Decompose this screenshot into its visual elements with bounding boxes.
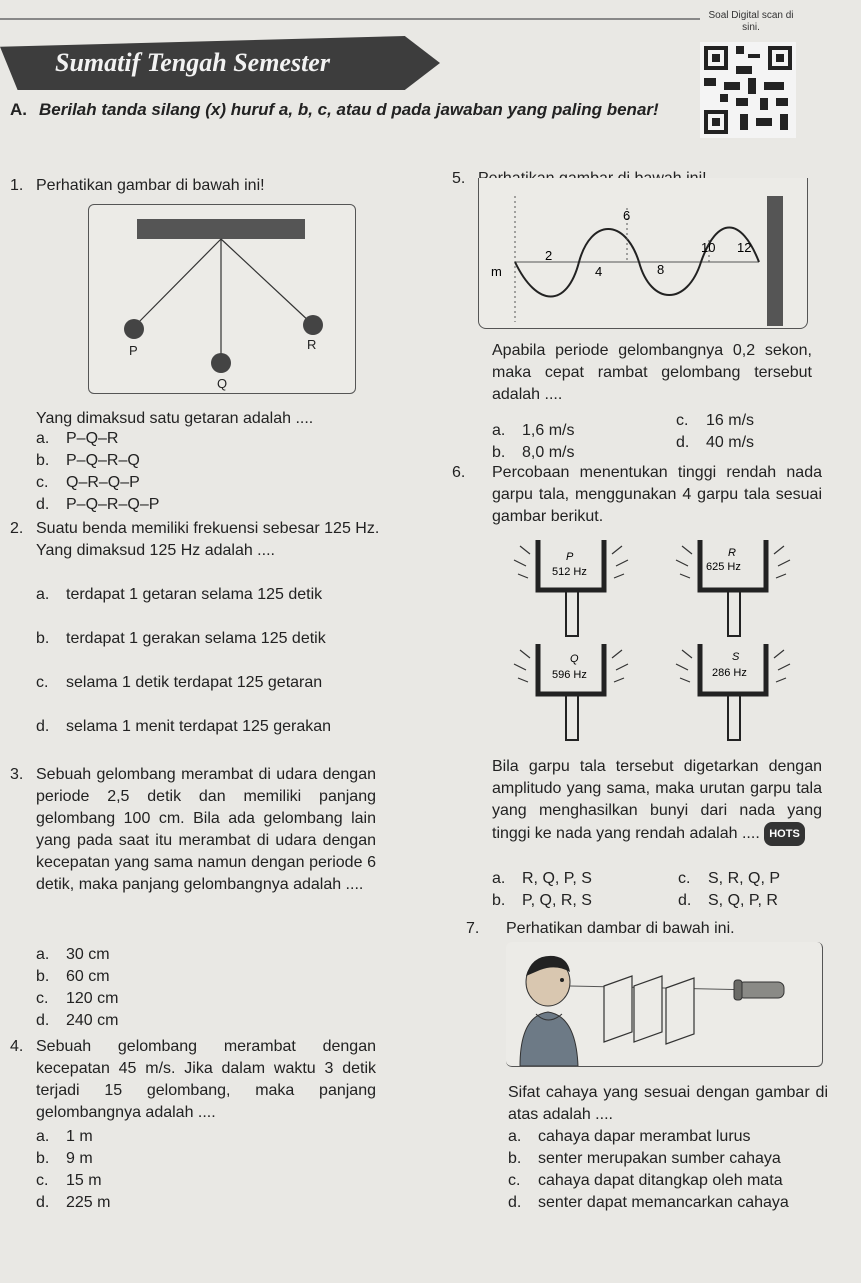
label-r: R [307, 337, 317, 352]
label-4: 4 [595, 264, 603, 279]
tuning-fork-p [514, 540, 628, 636]
label-6: 6 [623, 208, 631, 223]
qr-caption: Soal Digital scan di sini. [708, 10, 794, 33]
q5-wave-figure [478, 178, 808, 329]
hots-badge: HOTS [764, 822, 805, 846]
q2-prompt: Suatu benda memiliki frekuensi sebesar 125 Hz. Yang dimaksud 125 Hz adalah .... [36, 520, 380, 559]
page-title: Sumatif Tengah Semester [55, 48, 330, 77]
section-letter: A. [10, 100, 27, 119]
q6-option-b[interactable]: b. P, Q, R, S [492, 892, 592, 909]
tuning-fork-q [514, 644, 628, 740]
q2-option-b[interactable]: b. terdapat 1 gerakan selama 125 detik [36, 630, 326, 647]
q1-text [10, 175, 430, 197]
label-p: P [129, 343, 138, 358]
q5-stem: Apabila periode gelombangnya 0,2 sekon, maka cepat rambat gelombang tersebut adalah .... [492, 342, 812, 403]
q5-option-b[interactable]: b. 8,0 m/s [492, 444, 575, 461]
label-m: m [491, 264, 502, 279]
label-10: 10 [701, 240, 716, 255]
q2-option-d[interactable]: d. selama 1 menit terdapat 125 gerakan [36, 718, 332, 735]
q4-option-c[interactable]: c. 15 m [36, 1172, 102, 1189]
q5-option-c[interactable]: c. 16 m/s [676, 412, 755, 429]
q1-prompt: Perhatikan gambar di bawah ini! [36, 177, 265, 194]
label-12: 12 [737, 240, 752, 255]
q6-stem-text: Bila garpu tala tersebut digetarkan dengan amplitudo yang sama, maka urutan garpu tala yang menghasilkan bunyi dari nada yang tinggi ke nada yang rendah adalah .... [492, 758, 822, 843]
q5-option-a[interactable]: a. 1,6 m/s [492, 422, 575, 439]
q6-tuning-forks-figure [500, 530, 810, 750]
boy-illustration-icon [520, 956, 578, 1066]
fork-s-freq: 286 Hz [712, 667, 747, 679]
q6-option-a[interactable]: a. R, Q, P, S [492, 870, 592, 887]
card-1 [604, 976, 632, 1042]
qr-code-icon[interactable] [700, 42, 796, 138]
q3-option-a[interactable]: a. 30 cm [36, 946, 110, 963]
q1-number: 1. [10, 177, 24, 194]
fork-r-label: R [728, 547, 736, 559]
q7-option-d[interactable]: d. senter dapat memancarkan cahaya [508, 1194, 789, 1211]
q3-option-d[interactable]: d. 240 cm [36, 1012, 119, 1029]
instruction-text: Berilah tanda silang (x) huruf a, b, c, atau d pada jawaban yang paling benar! [39, 100, 659, 119]
fork-q-label: Q [570, 653, 579, 665]
q4-prompt: Sebuah gelombang merambat dengan kecepatan 45 m/s. Jika dalam waktu 3 detik terjadi 15 gelombang, maka panjang gelombangnya adalah .... [36, 1038, 376, 1121]
pendulum-ball-p [124, 319, 144, 339]
pendulum-ball-r [303, 315, 323, 335]
q7-option-a[interactable]: a. cahaya dapar merambat lurus [508, 1128, 751, 1145]
q1-option-b[interactable]: b. P–Q–R–Q [36, 452, 140, 469]
q5-option-d[interactable]: d. 40 m/s [676, 434, 755, 451]
q4-text [10, 1036, 410, 1124]
q1-option-c[interactable]: c. Q–R–Q–P [36, 474, 140, 491]
q7-stem: Sifat cahaya yang sesuai dengan gambar di atas adalah .... [508, 1084, 828, 1123]
label-8: 8 [657, 262, 665, 277]
q2-number: 2. [10, 520, 24, 537]
q6-option-c[interactable]: c. S, R, Q, P [678, 870, 781, 887]
q7-prompt: Perhatikan dambar di bawah ini. [506, 920, 735, 937]
card-2 [634, 976, 662, 1042]
q2-option-a[interactable]: a. terdapat 1 getaran selama 125 detik [36, 586, 323, 603]
q2-text [10, 518, 410, 562]
q3-option-c[interactable]: c. 120 cm [36, 990, 119, 1007]
fork-p-freq: 512 Hz [552, 566, 587, 578]
fork-q-freq: 596 Hz [552, 669, 587, 681]
q1-option-a[interactable]: a. P–Q–R [36, 430, 119, 447]
tuning-fork-s [676, 644, 790, 740]
q3-prompt: Sebuah gelombang merambat di udara dengan periode 2,5 detik dan memiliki panjang gelombang 100 cm. Bila ada gelombang lain yang pada saat itu merambat di udara dengan kecepatan yang sama namun dengan periode 6 detik, maka panjang gelombangnya adalah .... [36, 766, 376, 893]
section-instruction [10, 98, 680, 122]
label-q: Q [217, 376, 228, 391]
fork-r-freq: 625 Hz [706, 561, 741, 573]
q6-prompt: Percobaan menentukan tinggi rendah nada garpu tala, menggunakan 4 garpu tala sesuai gambar berikut. [492, 464, 822, 525]
pendulum-support [137, 219, 305, 239]
top-rule [0, 18, 700, 20]
q4-option-b[interactable]: b. 9 m [36, 1150, 93, 1167]
q6-text [452, 462, 822, 528]
q4-number: 4. [10, 1038, 24, 1055]
q7-option-b[interactable]: b. senter merupakan sumber cahaya [508, 1150, 781, 1167]
pendulum-ball-q [211, 353, 231, 373]
q5-number: 5. [452, 170, 466, 187]
q7-text [466, 918, 826, 940]
q2-option-c[interactable]: c. selama 1 detik terdapat 125 getaran [36, 674, 323, 691]
q7-flashlight-figure [506, 942, 823, 1067]
wall-block [767, 196, 783, 326]
q1-option-d[interactable]: d. P–Q–R–Q–P [36, 496, 160, 513]
label-2: 2 [545, 248, 553, 263]
fork-p-label: P [566, 551, 574, 563]
fork-s-label: S [732, 651, 740, 663]
q1-pendulum-figure [88, 204, 356, 394]
card-3 [666, 978, 694, 1044]
q7-number: 7. [466, 920, 480, 937]
q4-option-d[interactable]: d. 225 m [36, 1194, 111, 1211]
q4-option-a[interactable]: a. 1 m [36, 1128, 93, 1145]
q3-option-b[interactable]: b. 60 cm [36, 968, 110, 985]
q3-number: 3. [10, 766, 24, 783]
flashlight-icon [734, 980, 784, 1000]
q6-number: 6. [452, 464, 466, 481]
tuning-fork-r [676, 540, 790, 636]
q7-option-c[interactable]: c. cahaya dapat ditangkap oleh mata [508, 1172, 783, 1189]
q6-stem [492, 756, 822, 846]
q1-stem: Yang dimaksud satu getaran adalah .... [36, 410, 314, 427]
q3-text [10, 764, 410, 896]
q6-option-d[interactable]: d. S, Q, P, R [678, 892, 778, 909]
